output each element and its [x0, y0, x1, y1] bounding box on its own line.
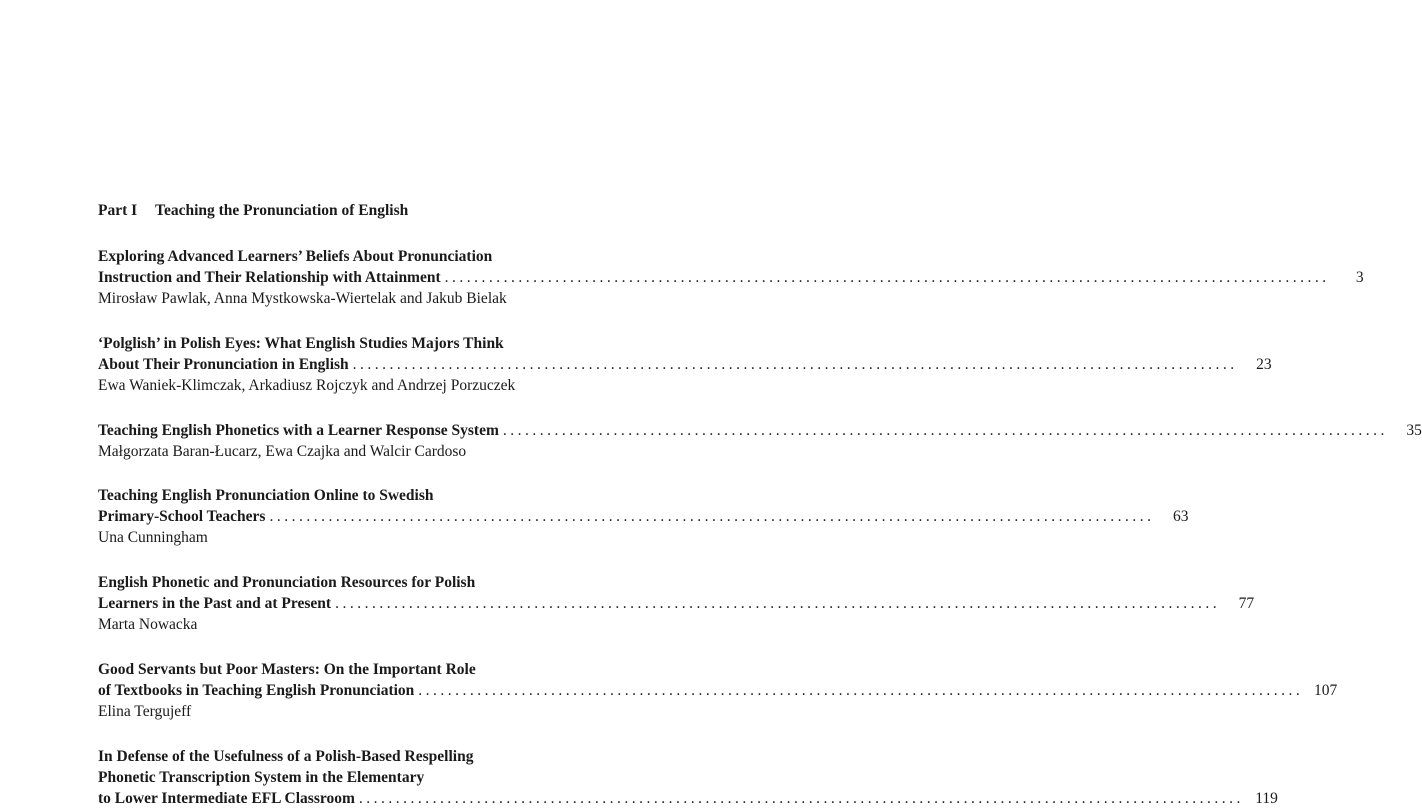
toc-entry[interactable] [98, 485, 1189, 548]
page-number: 63 [1172, 508, 1189, 525]
toc-entry[interactable] [98, 420, 1422, 462]
page-number: 3 [1355, 269, 1364, 286]
dot-leader: ........................................................................................................................ [335, 595, 1221, 612]
chapter-authors: Elina Tergujeff [98, 703, 192, 720]
chapter-title-last-line: Teaching English Phonetics with a Learner Response System [98, 422, 499, 439]
chapter-authors: Una Cunningham [98, 529, 208, 546]
page-number: 77 [1238, 595, 1255, 612]
part-title: Teaching the Pronunciation of English [155, 202, 409, 219]
chapter-title-line: Exploring Advanced Learners’ Beliefs About Pronunciation [98, 248, 493, 265]
page-number: 107 [1314, 682, 1338, 699]
page-number: 23 [1256, 356, 1272, 373]
part-label: Part I [98, 202, 138, 219]
chapter-title-last-line: Primary-School Teachers [98, 508, 266, 525]
toc-entry[interactable] [98, 333, 1272, 396]
dot-leader: ........................................................................................................................ [358, 790, 1244, 807]
page-number: 119 [1255, 790, 1278, 807]
toc-entry[interactable] [98, 746, 1278, 809]
dot-leader: ........................................................................................................................ [418, 682, 1304, 699]
chapter-title-line: ‘Polglish’ in Polish Eyes: What English Studies Majors Think [98, 335, 504, 352]
toc-entry[interactable] [98, 246, 1364, 309]
toc-entry[interactable] [98, 659, 1338, 722]
chapter-title-line: In Defense of the Usefulness of a Polish-Based Respelling [98, 748, 474, 765]
dot-leader: ........................................................................................................................ [269, 508, 1155, 525]
chapter-authors: Ewa Waniek-Klimczak, Arkadiusz Rojczyk and Andrzej Porzuczek [98, 377, 516, 394]
dot-leader: ........................................................................................................................ [352, 356, 1238, 373]
chapter-title-line: Good Servants but Poor Masters: On the Important Role [98, 661, 476, 678]
page-number: 35 [1406, 422, 1422, 439]
chapter-title-line: English Phonetic and Pronunciation Resources for Polish [98, 574, 476, 591]
chapter-title-last-line: of Textbooks in Teaching English Pronunciation [98, 682, 415, 699]
chapter-title-last-line: Instruction and Their Relationship with Attainment [98, 269, 441, 286]
dot-leader: ........................................................................................................................ [444, 269, 1330, 286]
chapter-title-last-line: Learners in the Past and at Present [98, 595, 332, 612]
toc-entry[interactable] [98, 572, 1255, 635]
chapter-title-line: Teaching English Pronunciation Online to Swedish [98, 487, 434, 504]
chapter-authors: Małgorzata Baran-Łucarz, Ewa Czajka and Walcir Cardoso [98, 443, 467, 460]
chapter-title-last-line: to Lower Intermediate EFL Classroom [98, 790, 355, 807]
chapter-title-line: Phonetic Transcription System in the Elementary [98, 769, 425, 786]
chapter-title-last-line: About Their Pronunciation in English [98, 356, 349, 373]
dot-leader: ........................................................................................................................ [502, 422, 1388, 439]
chapter-authors: Marta Nowacka [98, 616, 198, 633]
part-heading [98, 202, 408, 220]
chapter-authors: Mirosław Pawlak, Anna Mystkowska-Wiertelak and Jakub Bielak [98, 290, 507, 307]
